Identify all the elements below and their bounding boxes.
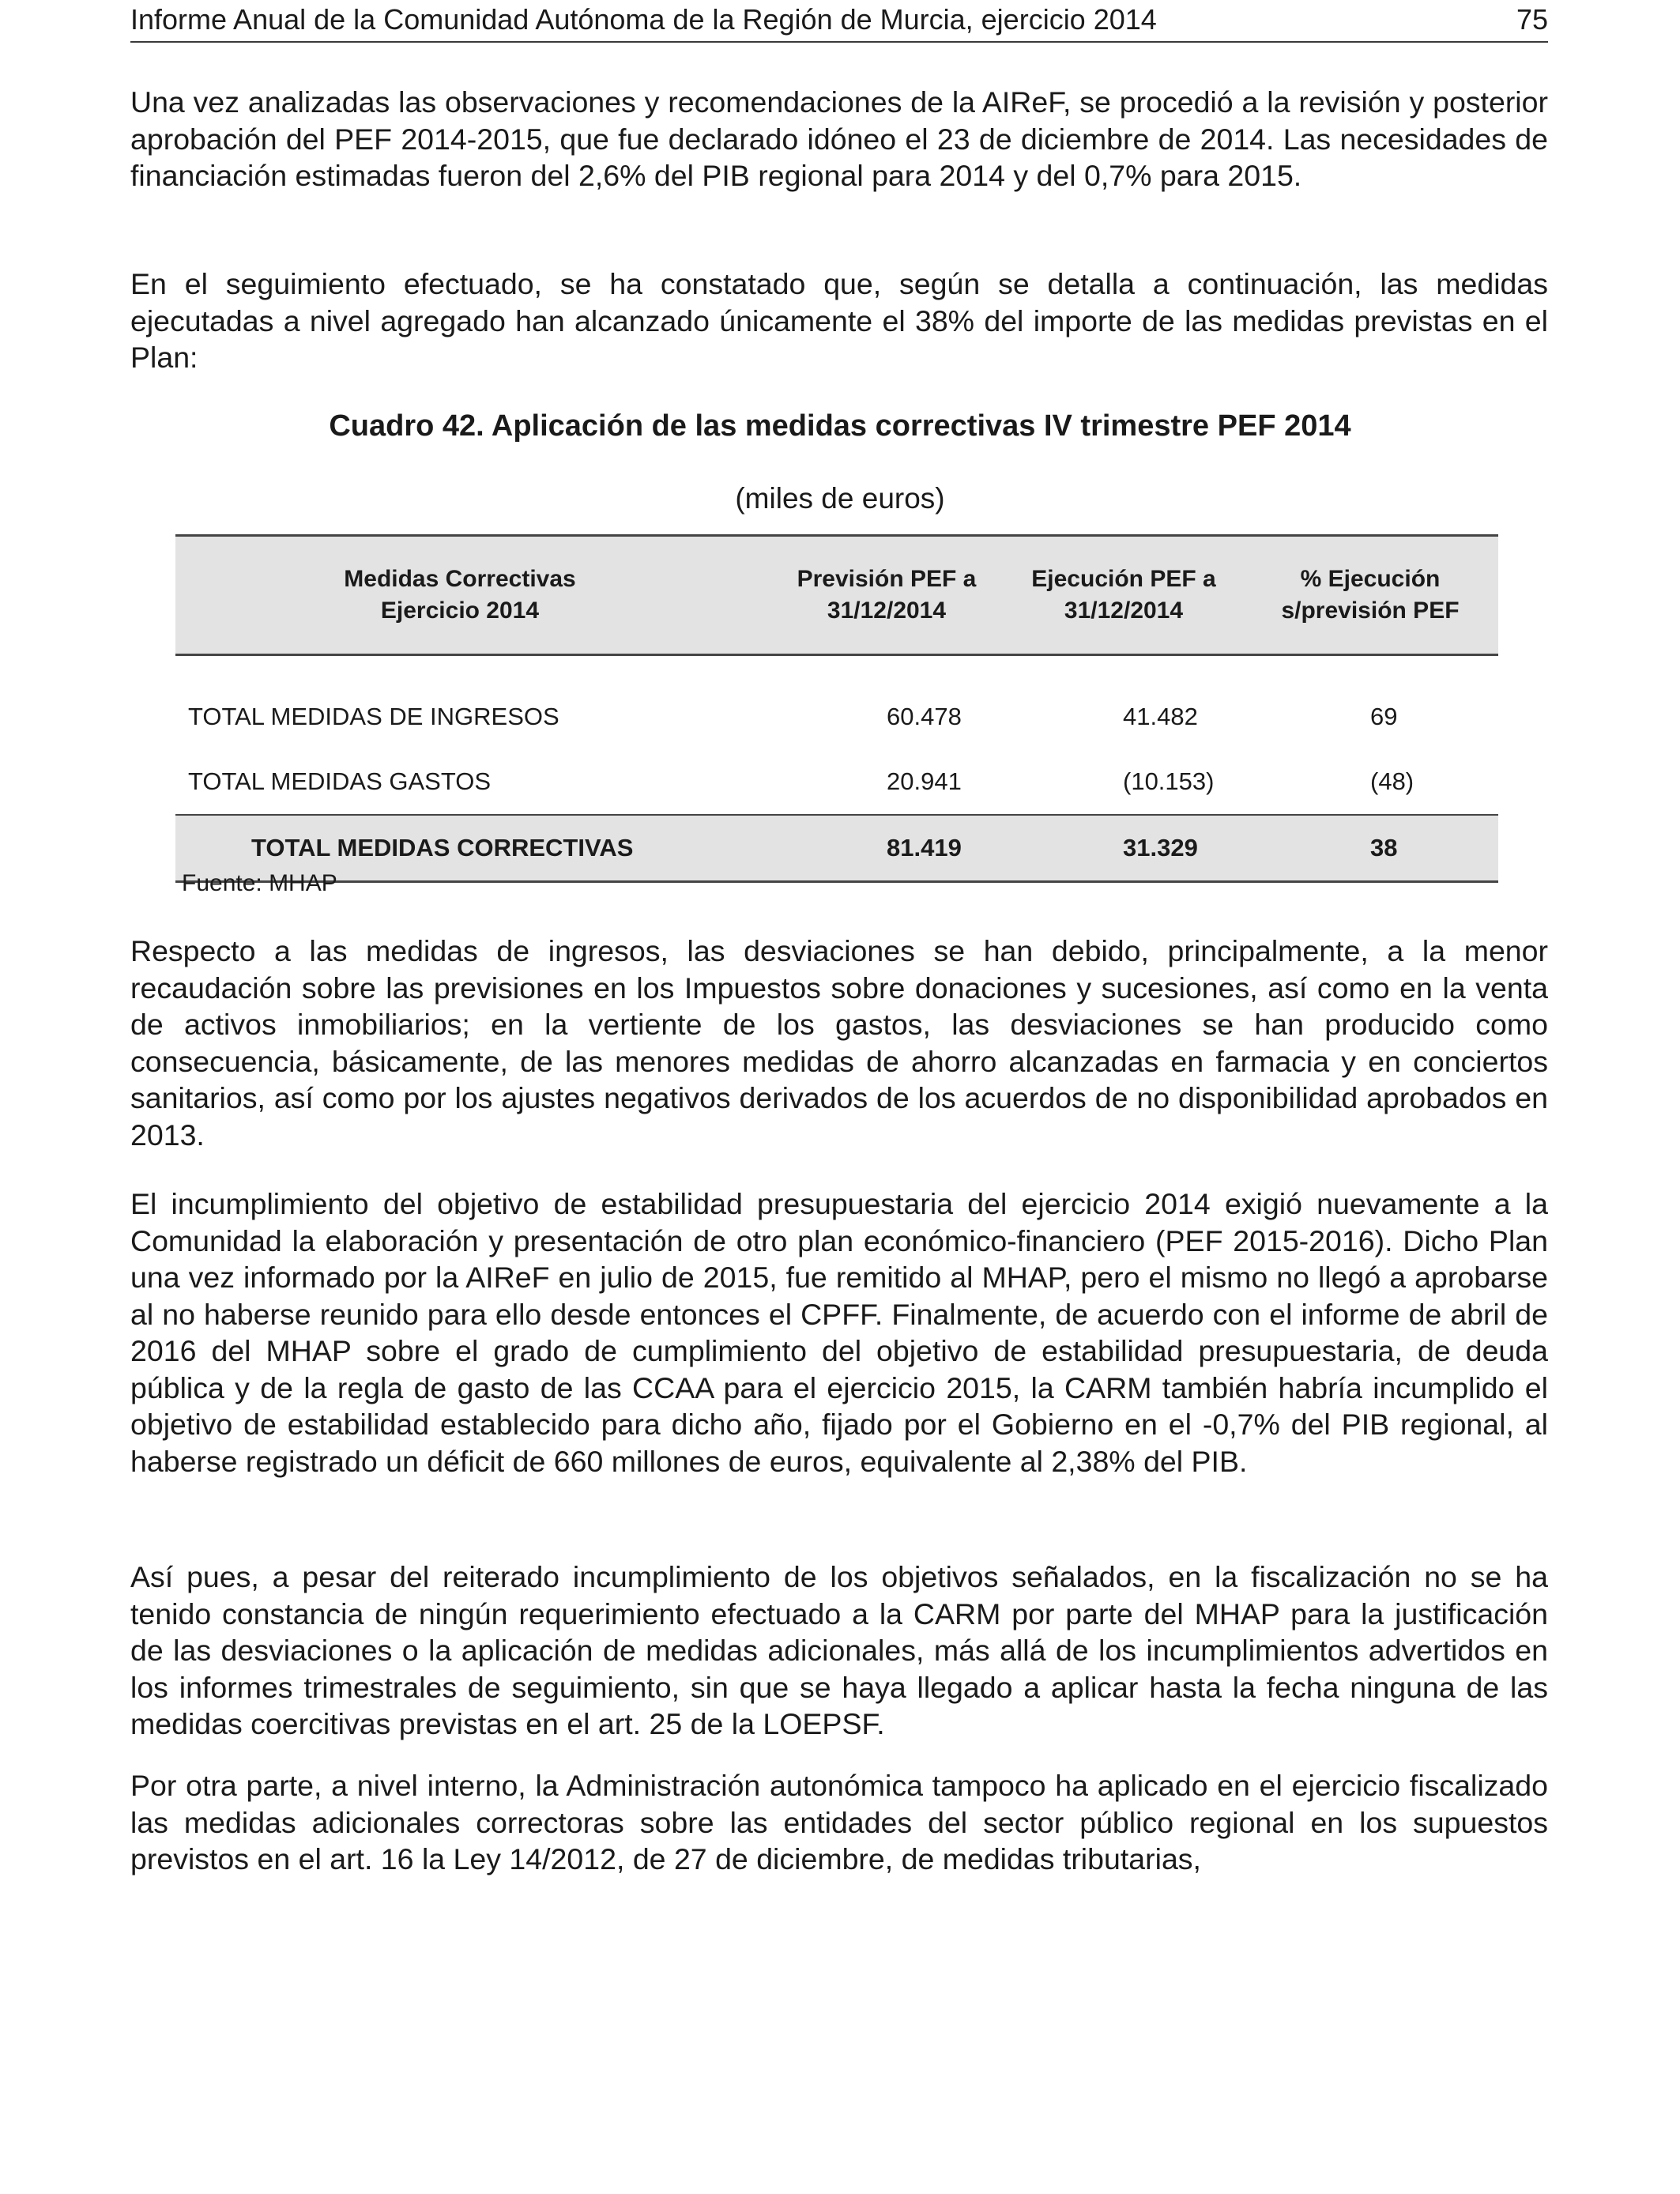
table-total-row: TOTAL MEDIDAS CORRECTIVAS 81.419 31.329 38 bbox=[175, 814, 1498, 883]
table-title: Cuadro 42. Aplicación de las medidas correctivas IV trimestre PEF 2014 bbox=[329, 409, 1351, 443]
row-label: TOTAL MEDIDAS DE INGRESOS bbox=[188, 703, 559, 730]
paragraph: Respecto a las medidas de ingresos, las desviaciones se han debido, principalmente, a la menor recaudación sobre las previsiones en los Impuestos sobre donaciones y sucesiones, así como en la venta de activos inmobiliarios; en la vertiente de los gastos, las desviaciones se han producido como consecuencia, básicamente, de las menores medidas de ahorro alcanzadas en farmacia y en conciertos sanitarios, así como por los ajustes negativos derivados de los acuerdos de no disponibilidad aprobados en 2013. bbox=[130, 934, 1548, 1152]
column-header-medidas: Medidas Correctivas Ejercicio 2014 bbox=[344, 566, 576, 624]
table-row: TOTAL MEDIDAS DE INGRESOS 60.478 41.482 69 bbox=[175, 684, 1498, 749]
data-table bbox=[175, 534, 1498, 883]
paragraph: Por otra parte, a nivel interno, la Administración autonómica tampoco ha aplicado en el ejercicio fiscalizado las medidas adicionales correctoras sobre las entidades del sector público regional en los supuestos previstos en el art. 16 la Ley 14/2012, de 27 de diciembre, de medidas tributarias, bbox=[130, 1769, 1548, 1875]
page-number: 75 bbox=[1516, 3, 1548, 36]
paragraph: En el seguimiento efectuado, se ha constatado que, según se detalla a continuación, las medidas ejecutadas a nivel agregado han alcanzado únicamente el 38% del importe de las medidas previstas en el Plan: bbox=[130, 267, 1548, 374]
row-label: TOTAL MEDIDAS CORRECTIVAS bbox=[251, 834, 634, 861]
table-header bbox=[175, 534, 1498, 656]
paragraph: Así pues, a pesar del reiterado incumplimiento de los objetivos señalados, en la fiscalización no se ha tenido constancia de ningún requerimiento efectuado a la CARM por parte del MHAP para la justificación de las desviaciones o la aplicación de medidas adicionales, más allá de los incumplimientos advertidos en los informes trimestrales de seguimiento, sin que se haya llegado a aplicar hasta la fecha ninguna de las medidas coercitivas previstas en el art. 25 de la LOEPSF. bbox=[130, 1560, 1548, 1740]
column-header-porcentaje: % Ejecución s/previsión PEF bbox=[1281, 566, 1460, 624]
paragraph: Una vez analizadas las observaciones y recomendaciones de la AIReF, se procedió a la revisión y posterior aprobación del PEF 2014-2015, que fue declarado idóneo el 23 de diciembre de 2014. Las necesidades de financiación estimadas fueron del 2,6% del PIB regional para 2014 y del 0,7% para 2015. bbox=[130, 85, 1548, 192]
row-label: TOTAL MEDIDAS GASTOS bbox=[188, 767, 491, 795]
report-title: Informe Anual de la Comunidad Autónoma de la Región de Murcia, ejercicio 2014 bbox=[130, 3, 1157, 36]
paragraph: El incumplimiento del objetivo de estabilidad presupuestaria del ejercicio 2014 exigió nuevamente a la Comunidad la elaboración y presentación de otro plan económico-financiero (PEF 2015-2016). Dicho Plan una vez informado por la AIReF en julio de 2015, fue remitido al MHAP, pero el mismo no llegó a aprobarse al no haberse reunido para ello desde entonces el CPFF. Finalmente, de acuerdo con el informe de abril de 2016 del MHAP sobre el grado de cumplimiento del objetivo de estabilidad presupuestaria, de deuda pública y de la regla de gasto de las CCAA para el ejercicio 2015, la CARM también habría incumplido el objetivo de estabilidad establecido para dicho año, fijado por el Gobierno en el -0,7% del PIB regional, al haberse registrado un déficit de 660 millones de euros, equivalente al 2,38% del PIB. bbox=[130, 1187, 1548, 1478]
table-row: TOTAL MEDIDAS GASTOS 20.941 (10.153) (48) bbox=[175, 749, 1498, 814]
page-header bbox=[130, 0, 1548, 43]
column-header-ejecucion: Ejecución PEF a 31/12/2014 bbox=[1031, 566, 1216, 624]
table-source: Fuente: MHAP bbox=[182, 870, 337, 896]
column-header-prevision: Previsión PEF a 31/12/2014 bbox=[797, 566, 977, 624]
table-unit: (miles de euros) bbox=[735, 482, 945, 515]
